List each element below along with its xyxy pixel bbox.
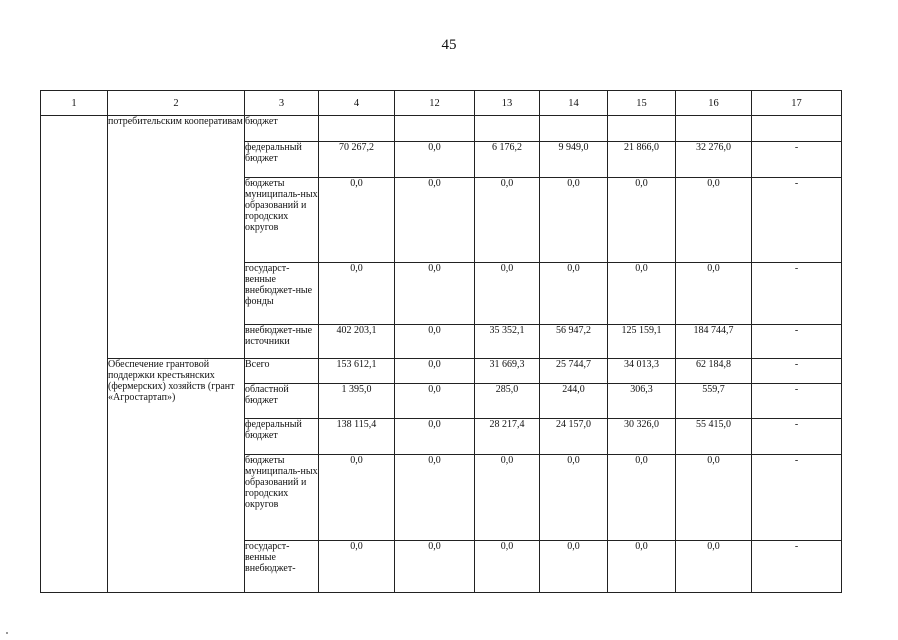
- value-cell: 32 276,0: [676, 142, 752, 178]
- funding-source-cell: бюджет: [245, 116, 319, 142]
- funding-source-cell: бюджеты муниципаль-ных образований и городских округов: [245, 178, 319, 263]
- value-cell: 0,0: [608, 455, 676, 541]
- column-header: 4: [319, 91, 395, 116]
- funding-source-cell: федеральный бюджет: [245, 419, 319, 455]
- value-cell: 0,0: [475, 178, 540, 263]
- value-cell: 138 115,4: [319, 419, 395, 455]
- value-cell: 153 612,1: [319, 359, 395, 384]
- page-number: 45: [441, 37, 457, 53]
- funding-source-cell: бюджеты муниципаль-ных образований и городских округов: [245, 455, 319, 541]
- value-cell: 0,0: [475, 541, 540, 593]
- value-cell: 0,0: [676, 455, 752, 541]
- value-cell: [475, 116, 540, 142]
- value-cell-col17: -: [752, 419, 842, 455]
- value-cell: 0,0: [319, 455, 395, 541]
- value-cell: 6 176,2: [475, 142, 540, 178]
- column-header: 16: [676, 91, 752, 116]
- value-cell: 28 217,4: [475, 419, 540, 455]
- value-cell-col17: -: [752, 263, 842, 325]
- value-cell: 0,0: [319, 178, 395, 263]
- value-cell: 0,0: [608, 178, 676, 263]
- value-cell: 285,0: [475, 384, 540, 419]
- value-cell: 0,0: [395, 455, 475, 541]
- column-header: 14: [540, 91, 608, 116]
- table-row: [41, 359, 842, 384]
- value-cell-col17: -: [752, 325, 842, 359]
- value-cell: 0,0: [319, 263, 395, 325]
- value-cell: 34 013,3: [608, 359, 676, 384]
- value-cell: 24 157,0: [540, 419, 608, 455]
- value-cell: 0,0: [676, 178, 752, 263]
- column-header: 2: [108, 91, 245, 116]
- value-cell: 9 949,0: [540, 142, 608, 178]
- value-cell: 0,0: [676, 263, 752, 325]
- value-cell-col17: -: [752, 359, 842, 384]
- column-header: 17: [752, 91, 842, 116]
- program-name-cell: потребительским кооперативам: [108, 116, 245, 359]
- value-cell: 62 184,8: [676, 359, 752, 384]
- value-cell-col17: -: [752, 384, 842, 419]
- value-cell: 0,0: [395, 419, 475, 455]
- table-row: [41, 116, 842, 142]
- budget-table: [40, 90, 842, 593]
- value-cell: 0,0: [540, 178, 608, 263]
- column-header: 3: [245, 91, 319, 116]
- value-cell-col17: [752, 116, 842, 142]
- value-cell: 0,0: [395, 325, 475, 359]
- value-cell: 0,0: [475, 455, 540, 541]
- value-cell: 306,3: [608, 384, 676, 419]
- value-cell: 1 395,0: [319, 384, 395, 419]
- header-row: [41, 91, 842, 116]
- value-cell: 0,0: [475, 263, 540, 325]
- value-cell: 56 947,2: [540, 325, 608, 359]
- scan-speck: [6, 632, 8, 634]
- value-cell: 559,7: [676, 384, 752, 419]
- value-cell: 31 669,3: [475, 359, 540, 384]
- value-cell: [540, 116, 608, 142]
- value-cell: 125 159,1: [608, 325, 676, 359]
- value-cell: [676, 116, 752, 142]
- value-cell: 0,0: [395, 359, 475, 384]
- value-cell: 0,0: [540, 263, 608, 325]
- index-cell: [41, 116, 108, 593]
- value-cell: [608, 116, 676, 142]
- value-cell: 30 326,0: [608, 419, 676, 455]
- value-cell: [319, 116, 395, 142]
- column-header: 1: [41, 91, 108, 116]
- value-cell: 0,0: [395, 384, 475, 419]
- funding-source-cell: государст-венные внебюджет-: [245, 541, 319, 593]
- funding-source-cell: внебюджет-ные источники: [245, 325, 319, 359]
- value-cell: 25 744,7: [540, 359, 608, 384]
- value-cell: 0,0: [540, 541, 608, 593]
- value-cell-col17: -: [752, 455, 842, 541]
- program-name-cell: Обеспечение грантовой поддержки крестьянских (фермерских) хозяйств (грант «Агростартап»): [108, 359, 245, 593]
- value-cell-col17: -: [752, 142, 842, 178]
- value-cell: 0,0: [608, 541, 676, 593]
- column-header: 15: [608, 91, 676, 116]
- value-cell: 0,0: [395, 263, 475, 325]
- value-cell: 0,0: [319, 541, 395, 593]
- funding-source-cell: федеральный бюджет: [245, 142, 319, 178]
- value-cell: 0,0: [395, 541, 475, 593]
- value-cell-col17: -: [752, 178, 842, 263]
- value-cell: 0,0: [395, 178, 475, 263]
- funding-source-cell: государст-венные внебюджет-ные фонды: [245, 263, 319, 325]
- value-cell: 0,0: [540, 455, 608, 541]
- funding-source-cell: Всего: [245, 359, 319, 384]
- column-header: 12: [395, 91, 475, 116]
- value-cell: 70 267,2: [319, 142, 395, 178]
- value-cell: 244,0: [540, 384, 608, 419]
- value-cell: 184 744,7: [676, 325, 752, 359]
- funding-source-cell: областной бюджет: [245, 384, 319, 419]
- value-cell: [395, 116, 475, 142]
- value-cell-col17: -: [752, 541, 842, 593]
- value-cell: 0,0: [676, 541, 752, 593]
- value-cell: 0,0: [608, 263, 676, 325]
- value-cell: 55 415,0: [676, 419, 752, 455]
- value-cell: 21 866,0: [608, 142, 676, 178]
- value-cell: 0,0: [395, 142, 475, 178]
- column-header: 13: [475, 91, 540, 116]
- value-cell: 35 352,1: [475, 325, 540, 359]
- value-cell: 402 203,1: [319, 325, 395, 359]
